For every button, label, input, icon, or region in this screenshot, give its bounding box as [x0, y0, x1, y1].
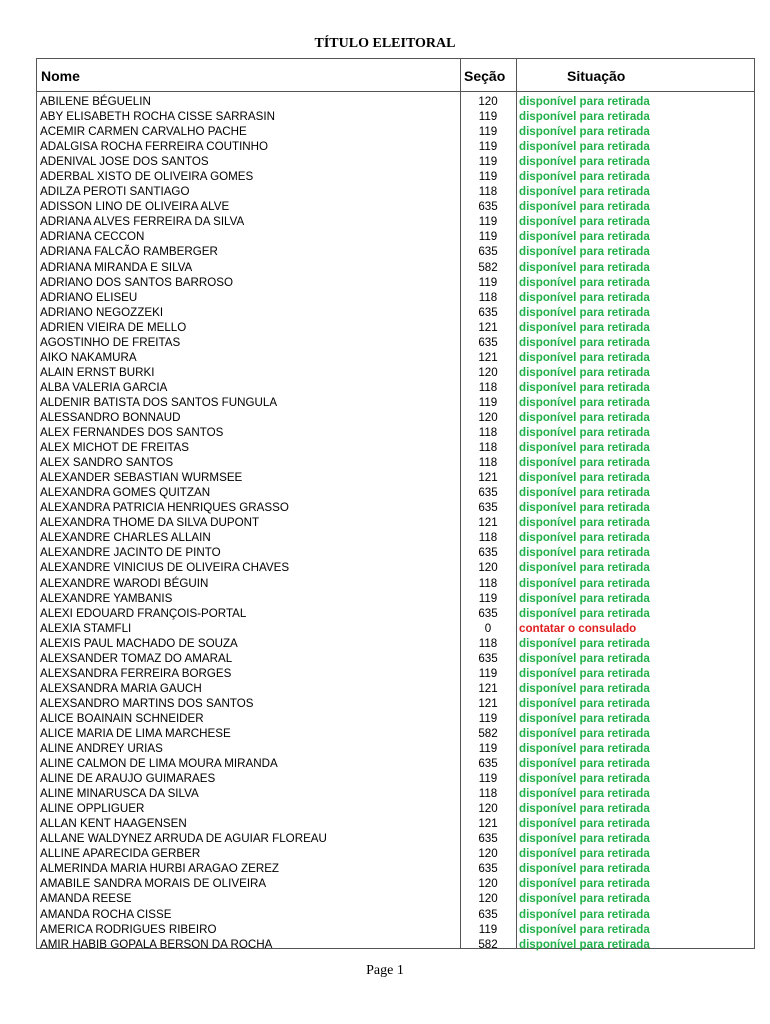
- voter-status: disponível para retirada: [519, 350, 650, 364]
- header-status: Situação: [567, 68, 626, 84]
- voter-name: ALEXSANDRO MARTINS DOS SANTOS: [40, 696, 254, 710]
- page-number: Page 1: [366, 963, 404, 978]
- voter-status: disponível para retirada: [519, 320, 650, 334]
- voter-name: AMABILE SANDRA MORAIS DE OLIVEIRA: [40, 877, 267, 891]
- voter-name: ALEXSANDRA MARIA GAUCH: [40, 681, 202, 695]
- table-row: [37, 756, 754, 771]
- voter-status: disponível para retirada: [519, 711, 650, 725]
- table-row: [37, 335, 754, 350]
- table-row: [37, 380, 754, 395]
- voter-section: 119: [478, 772, 498, 786]
- table-row: [37, 922, 754, 937]
- table-row: [37, 440, 754, 455]
- voter-section: 582: [478, 260, 498, 274]
- table-row: [37, 636, 754, 651]
- voter-section: 119: [478, 155, 498, 169]
- voter-status: disponível para retirada: [519, 847, 650, 861]
- voter-name: AIKO NAKAMURA: [40, 350, 137, 364]
- table-header: [37, 59, 754, 92]
- table-row: [37, 831, 754, 846]
- voter-status: disponível para retirada: [519, 170, 650, 184]
- voter-name: ALAIN ERNST BURKI: [40, 365, 155, 379]
- voter-section: 635: [478, 305, 498, 319]
- table-row: [37, 410, 754, 425]
- voter-status: disponível para retirada: [519, 681, 650, 695]
- voter-status: disponível para retirada: [519, 907, 650, 921]
- voter-name: AMERICA RODRIGUES RIBEIRO: [40, 922, 217, 936]
- voter-section: 118: [478, 531, 498, 545]
- voter-status: disponível para retirada: [519, 486, 650, 500]
- table-row: [37, 290, 754, 305]
- table-row: [37, 124, 754, 139]
- voter-name: ALEXANDER SEBASTIAN WURMSEE: [40, 471, 243, 485]
- voter-name: ALICE BOAINAIN SCHNEIDER: [40, 711, 204, 725]
- voter-name: ALEX SANDRO SANTOS: [40, 456, 174, 470]
- voter-name: ALINE CALMON DE LIMA MOURA MIRANDA: [40, 757, 278, 771]
- table-row: [37, 861, 754, 876]
- table-row: [37, 891, 754, 906]
- table-row: [37, 591, 754, 606]
- voter-section: 118: [478, 787, 498, 801]
- document-title: TÍTULO ELEITORAL: [314, 36, 456, 51]
- voter-name: ADRIANO ELISEU: [40, 290, 138, 304]
- voter-section: 118: [478, 185, 498, 199]
- table-row: [37, 681, 754, 696]
- voter-status: disponível para retirada: [519, 726, 650, 740]
- voter-section: 118: [478, 380, 498, 394]
- table-row: [37, 846, 754, 861]
- table-row: [37, 154, 754, 169]
- table-row: [37, 937, 754, 952]
- table-row: [37, 621, 754, 636]
- voter-section: 119: [478, 275, 498, 289]
- table-row: [37, 816, 754, 831]
- voter-status: disponível para retirada: [519, 666, 650, 680]
- voter-section: 120: [478, 410, 498, 424]
- voter-section: 635: [478, 200, 498, 214]
- voter-section: 118: [478, 636, 498, 650]
- voter-name: ALEXIA STAMFLI: [40, 621, 132, 635]
- voter-name: ACEMIR CARMEN CARVALHO PACHE: [40, 125, 247, 139]
- voter-status: disponível para retirada: [519, 516, 650, 530]
- voter-section: 119: [478, 666, 498, 680]
- voter-name: ADRIANA CECCON: [40, 230, 145, 244]
- voter-section: 635: [478, 501, 498, 515]
- voter-name: ALLAN KENT HAAGENSEN: [40, 817, 187, 831]
- voter-name: ADENIVAL JOSE DOS SANTOS: [40, 155, 209, 169]
- voter-section: 121: [478, 516, 498, 530]
- voter-section: 119: [478, 125, 498, 139]
- voter-name: ALESSANDRO BONNAUD: [40, 410, 181, 424]
- voter-status: disponível para retirada: [519, 892, 650, 906]
- header-section: Seção: [464, 68, 506, 84]
- voter-status: disponível para retirada: [519, 140, 650, 154]
- voter-name: ALLINE APARECIDA GERBER: [40, 847, 201, 861]
- voter-section: 635: [478, 335, 498, 349]
- voter-status: disponível para retirada: [519, 757, 650, 771]
- voter-section: 119: [478, 230, 498, 244]
- voter-name: ALEXSANDRA FERREIRA BORGES: [40, 666, 232, 680]
- voter-status: disponível para retirada: [519, 410, 650, 424]
- table-row: [37, 260, 754, 275]
- voter-section: 118: [478, 576, 498, 590]
- voter-name: ALLANE WALDYNEZ ARRUDA DE AGUIAR FLOREAU: [40, 832, 327, 846]
- voter-status: disponível para retirada: [519, 365, 650, 379]
- voter-name: ADRIANA MIRANDA E SILVA: [40, 260, 193, 274]
- voter-name: ALEX MICHOT DE FREITAS: [40, 441, 190, 455]
- voter-status: disponível para retirada: [519, 787, 650, 801]
- voter-name: ADILZA PEROTI SANTIAGO: [40, 185, 190, 199]
- table-row: [37, 275, 754, 290]
- voter-name: ALBA VALERIA GARCIA: [40, 380, 168, 394]
- voter-name: ALMERINDA MARIA HURBI ARAGAO ZEREZ: [40, 862, 280, 876]
- voter-status: disponível para retirada: [519, 215, 650, 229]
- voter-name: ADRIANA ALVES FERREIRA DA SILVA: [40, 215, 245, 229]
- table-row: [37, 109, 754, 124]
- voter-section: 121: [478, 350, 498, 364]
- voter-name: AMANDA ROCHA CISSE: [40, 907, 172, 921]
- voter-title-table: [36, 58, 755, 949]
- voter-status: disponível para retirada: [519, 305, 650, 319]
- voter-name: AMANDA REESE: [40, 892, 132, 906]
- table-row: [37, 741, 754, 756]
- voter-status: disponível para retirada: [519, 606, 650, 620]
- table-row: [37, 169, 754, 184]
- voter-section: 121: [478, 681, 498, 695]
- voter-name: ABILENE BÉGUELIN: [40, 95, 151, 108]
- table-row: [37, 470, 754, 485]
- voter-section: 120: [478, 877, 498, 891]
- table-row: [37, 651, 754, 666]
- voter-section: 118: [478, 456, 498, 470]
- voter-section: 119: [478, 215, 498, 229]
- voter-section: 635: [478, 757, 498, 771]
- voter-name: ADERBAL XISTO DE OLIVEIRA GOMES: [40, 170, 254, 184]
- voter-section: 119: [478, 170, 498, 184]
- voter-section: 121: [478, 817, 498, 831]
- voter-status: disponível para retirada: [519, 501, 650, 515]
- voter-section: 120: [478, 847, 498, 861]
- voter-name: ALEXANDRA PATRICIA HENRIQUES GRASSO: [40, 501, 289, 515]
- voter-status: disponível para retirada: [519, 185, 650, 199]
- table-row: [37, 244, 754, 259]
- voter-status: disponível para retirada: [519, 456, 650, 470]
- voter-status: disponível para retirada: [519, 471, 650, 485]
- voter-status: disponível para retirada: [519, 531, 650, 545]
- voter-section: 635: [478, 832, 498, 846]
- voter-name: ADALGISA ROCHA FERREIRA COUTINHO: [40, 140, 269, 154]
- table-row: [37, 666, 754, 681]
- voter-status: disponível para retirada: [519, 561, 650, 575]
- voter-section: 118: [478, 441, 498, 455]
- voter-section: 635: [478, 486, 498, 500]
- voter-name: ADRIANO DOS SANTOS BARROSO: [40, 275, 234, 289]
- table-row: [37, 876, 754, 891]
- table-row: [37, 500, 754, 515]
- voter-status: disponível para retirada: [519, 95, 650, 108]
- voter-status: disponível para retirada: [519, 380, 650, 394]
- table-row: [37, 199, 754, 214]
- table-row: [37, 576, 754, 591]
- voter-name: ALINE OPPLIGUER: [40, 802, 145, 816]
- voter-status: disponível para retirada: [519, 290, 650, 304]
- voter-section: 582: [478, 726, 498, 740]
- voter-name: ALEXI EDOUARD FRANÇOIS-PORTAL: [40, 606, 247, 620]
- voter-section: 120: [478, 802, 498, 816]
- voter-name: ALEXANDRE WARODI BÉGUIN: [40, 576, 209, 590]
- voter-status: disponível para retirada: [519, 200, 650, 214]
- voter-status: disponível para retirada: [519, 591, 650, 605]
- voter-name: ADISSON LINO DE OLIVEIRA ALVE: [40, 200, 230, 214]
- voter-section: 118: [478, 426, 498, 440]
- voter-section: 635: [478, 546, 498, 560]
- header-name: Nome: [41, 68, 80, 84]
- voter-section: 119: [478, 591, 498, 605]
- voter-name: ALEXIS PAUL MACHADO DE SOUZA: [40, 636, 238, 650]
- voter-name: ALEXSANDER TOMAZ DO AMARAL: [40, 651, 233, 665]
- table-row: [37, 696, 754, 711]
- voter-section: 120: [478, 561, 498, 575]
- voter-section: 635: [478, 245, 498, 259]
- voter-status: disponível para retirada: [519, 802, 650, 816]
- voter-status: disponível para retirada: [519, 922, 650, 936]
- voter-status: disponível para retirada: [519, 395, 650, 409]
- voter-section: 119: [478, 140, 498, 154]
- table-row: [37, 425, 754, 440]
- table-row: [37, 907, 754, 922]
- table-row: [37, 350, 754, 365]
- table-row: [37, 139, 754, 154]
- table-row: [37, 214, 754, 229]
- voter-name: ADRIANO NEGOZZEKI: [40, 305, 164, 319]
- voter-section: 120: [478, 892, 498, 906]
- voter-section: 582: [478, 937, 498, 951]
- table-body: [37, 94, 754, 952]
- voter-status: disponível para retirada: [519, 546, 650, 560]
- voter-section: 121: [478, 471, 498, 485]
- table-row: [37, 801, 754, 816]
- table-row: [37, 606, 754, 621]
- voter-status: disponível para retirada: [519, 441, 650, 455]
- table-row: [37, 229, 754, 244]
- voter-name: ABY ELISABETH ROCHA CISSE SARRASIN: [40, 110, 275, 124]
- table-row: [37, 320, 754, 335]
- voter-status: disponível para retirada: [519, 155, 650, 169]
- voter-status: disponível para retirada: [519, 742, 650, 756]
- voter-status: disponível para retirada: [519, 772, 650, 786]
- voter-name: ALEX FERNANDES DOS SANTOS: [40, 426, 224, 440]
- table-row: [37, 545, 754, 560]
- table-row: [37, 485, 754, 500]
- table-row: [37, 726, 754, 741]
- voter-name: ALEXANDRE JACINTO DE PINTO: [40, 546, 221, 560]
- voter-status: disponível para retirada: [519, 862, 650, 876]
- voter-status: disponível para retirada: [519, 275, 650, 289]
- voter-status: disponível para retirada: [519, 230, 650, 244]
- table-row: [37, 711, 754, 726]
- voter-status: disponível para retirada: [519, 245, 650, 259]
- voter-section: 635: [478, 606, 498, 620]
- voter-status: disponível para retirada: [519, 832, 650, 846]
- voter-name: ALDENIR BATISTA DOS SANTOS FUNGULA: [40, 395, 278, 409]
- voter-section: 121: [478, 696, 498, 710]
- voter-name: ALEXANDRE CHARLES ALLAIN: [40, 531, 211, 545]
- voter-name: AGOSTINHO DE FREITAS: [40, 335, 181, 349]
- table-row: [37, 184, 754, 199]
- table-row: [37, 455, 754, 470]
- voter-section: 120: [478, 95, 498, 108]
- voter-status: disponível para retirada: [519, 576, 650, 590]
- voter-section: 119: [478, 922, 498, 936]
- voter-status: disponível para retirada: [519, 335, 650, 349]
- voter-status: disponível para retirada: [519, 110, 650, 124]
- voter-status: disponível para retirada: [519, 260, 650, 274]
- voter-section: 119: [478, 711, 498, 725]
- voter-name: ALINE MINARUSCA DA SILVA: [40, 787, 199, 801]
- voter-section: 635: [478, 862, 498, 876]
- voter-section: 119: [478, 395, 498, 409]
- table-row: [37, 515, 754, 530]
- voter-section: 635: [478, 651, 498, 665]
- voter-status: disponível para retirada: [519, 877, 650, 891]
- voter-status: disponível para retirada: [519, 636, 650, 650]
- voter-name: ALEXANDRA THOME DA SILVA DUPONT: [40, 516, 260, 530]
- voter-section: 0: [484, 621, 492, 635]
- voter-section: 120: [478, 365, 498, 379]
- voter-status: disponível para retirada: [519, 937, 650, 951]
- voter-section: 635: [478, 907, 498, 921]
- table-row: [37, 771, 754, 786]
- voter-name: ALICE MARIA DE LIMA MARCHESE: [40, 726, 231, 740]
- voter-name: ALINE ANDREY URIAS: [40, 742, 163, 756]
- voter-name: ALEXANDRE VINICIUS DE OLIVEIRA CHAVES: [40, 561, 290, 575]
- voter-section: 119: [478, 110, 498, 124]
- voter-name: ADRIANA FALCÃO RAMBERGER: [40, 245, 218, 259]
- voter-section: 118: [478, 290, 498, 304]
- voter-section: 119: [478, 742, 498, 756]
- voter-section: 121: [478, 320, 498, 334]
- voter-status: disponível para retirada: [519, 651, 650, 665]
- table-row: [37, 786, 754, 801]
- voter-name: ADRIEN VIEIRA DE MELLO: [40, 320, 187, 334]
- voter-name: ALEXANDRA GOMES QUITZAN: [40, 486, 211, 500]
- voter-name: ALINE DE ARAUJO GUIMARAES: [40, 772, 216, 786]
- table-row: [37, 395, 754, 410]
- table-row: [37, 365, 754, 380]
- voter-status: disponível para retirada: [519, 125, 650, 139]
- voter-name: AMIR HABIB GOPALA BERSON DA ROCHA: [40, 937, 273, 951]
- table-row: [37, 530, 754, 545]
- table-row: [37, 305, 754, 320]
- voter-status: disponível para retirada: [519, 426, 650, 440]
- table-row: [37, 560, 754, 575]
- voter-status: disponível para retirada: [519, 696, 650, 710]
- voter-status: contatar o consulado: [519, 621, 637, 635]
- voter-name: ALEXANDRE YAMBANIS: [40, 591, 173, 605]
- table-row: [37, 94, 754, 109]
- voter-status: disponível para retirada: [519, 817, 650, 831]
